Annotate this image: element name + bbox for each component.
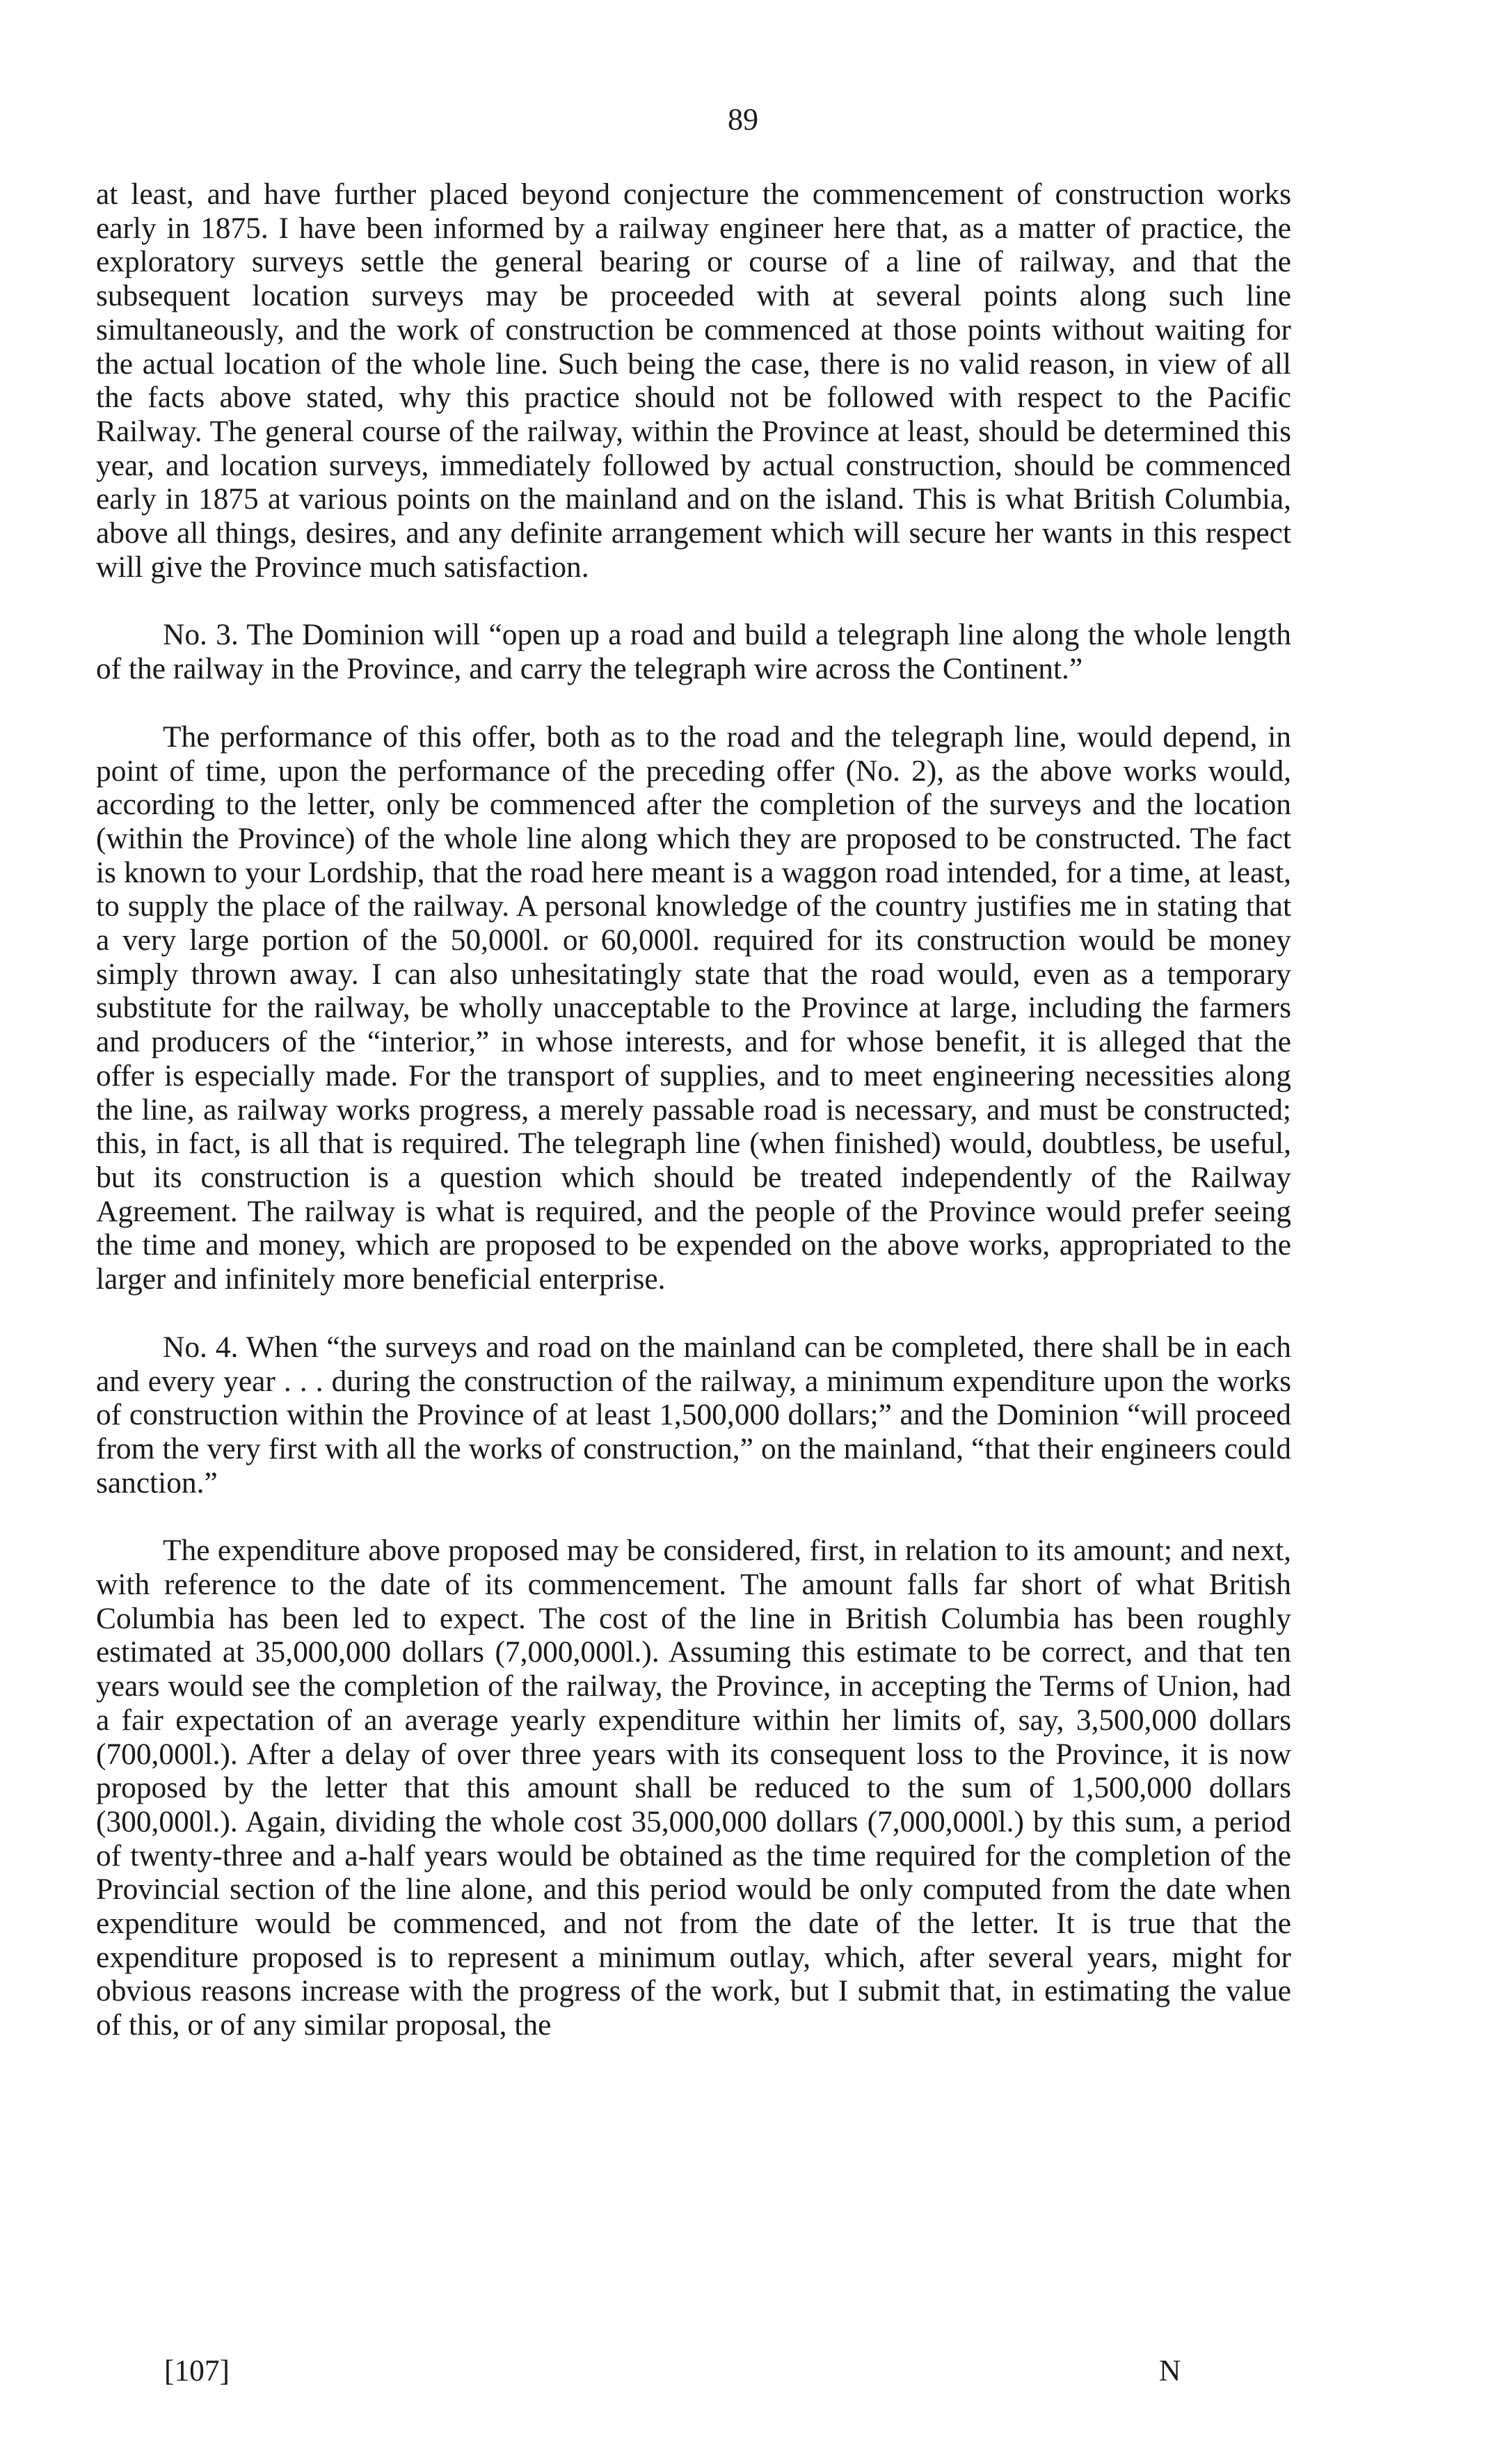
document-body [96,177,1291,2042]
page-footer [96,2354,1291,2389]
paragraph-road-telegraph: The performance of this offer, both as to the road and the telegraph line, would depend, in point of time, upon the performance of the preceding offer (No. 2), as the above works would, according to the letter, only be commenced after the completion of the surveys and the location (within the Province) of the whole line along which they are proposed to be constructed. The fact is known to your Lordship, that the road here meant is a waggon road intended, for a time, at least, to supply the place of the railway. A personal knowledge of the country justifies me in stating that a very large portion of the 50,000l. or 60,000l. required for its construction would be money simply thrown away. I can also unhesitatingly state that the road would, even as a temporary substitute for the railway, be wholly unacceptable to the Province at large, including the farmers and producers of the “interior,” in whose interests, and for whose benefit, it is alleged that the offer is especially made. For the transport of supplies, and to meet engineering necessities along the line, as railway works progress, a merely passable road is necessary, and must be constructed; this, in fact, is all that is required. The telegraph line (when finished) would, doubtless, be useful, but its construction is a question which should be treated independently of the Railway Agreement. The railway is what is required, and the people of the Province would prefer seeing the time and money, which are proposed to be expended on the above works, appropriated to the larger and infinitely more beneficial enterprise. [96,720,1291,1296]
paragraph-offer-no-3: No. 3. The Dominion will “open up a road and build a telegraph line along the whole length of the railway in the Province, and carry the telegraph wire across the Continent.” [96,618,1291,686]
paragraph-offer-no-4: No. 4. When “the surveys and road on the mainland can be completed, there shall be in each and every year . . . during the construction of the railway, a minimum expenditure upon the works of construction within the Province of at least 1,500,000 dollars;” and the Dominion “will proceed from the very first with all the works of construction,” on the mainland, “that their engineers could sanction.” [96,1330,1291,1500]
signature-letter: N [1159,2354,1181,2387]
sheet-reference: [107] [164,2354,230,2387]
paragraph-continuation: at least, and have further placed beyond conjecture the commencement of construction works early in 1875. I have been informed by a railway engineer here that, as a matter of practice, the exploratory surveys settle the general bearing or course of a line of railway, and that the subsequent location surveys may be proceeded with at several points along such line simultaneously, and the work of construction be commenced at those points without waiting for the actual location of the whole line. Such being the case, there is no valid reason, in view of all the facts above stated, why this practice should not be followed with respect to the Pacific Railway. The general course of the railway, within the Province at least, should be determined this year, and location surveys, immediately followed by actual construction, should be commenced early in 1875 at various points on the mainland and on the island. This is what British Columbia, above all things, desires, and any definite arrangement which will secure her wants in this respect will give the Province much satisfaction. [96,177,1291,584]
page-number: 89 [728,102,758,136]
paragraph-expenditure: The expenditure above proposed may be considered, first, in relation to its amount; and next, with reference to the date of its commencement. The amount falls far short of what British Columbia has been led to expect. The cost of the line in British Columbia has been roughly estimated at 35,000,000 dollars (7,000,000l.). Assuming this estimate to be correct, and that ten years would see the completion of the railway, the Province, in accepting the Terms of Union, had a fair expectation of an average yearly expenditure within her limits of, say, 3,500,000 dollars (700,000l.). After a delay of over three years with its consequent loss to the Province, it is now proposed by the letter that this amount shall be reduced to the sum of 1,500,000 dollars (300,000l.). Again, dividing the whole cost 35,000,000 dollars (7,000,000l.) by this sum, a period of twenty-three and a-half years would be obtained as the time required for the completion of the Provincial section of the line alone, and this period would be only computed from the date when expenditure would be commenced, and not from the date of the letter. It is true that the expenditure proposed is to represent a minimum outlay, which, after several years, might for obvious reasons increase with the progress of the work, but I submit that, in estimating the value of this, or of any similar proposal, the [96,1534,1291,2042]
